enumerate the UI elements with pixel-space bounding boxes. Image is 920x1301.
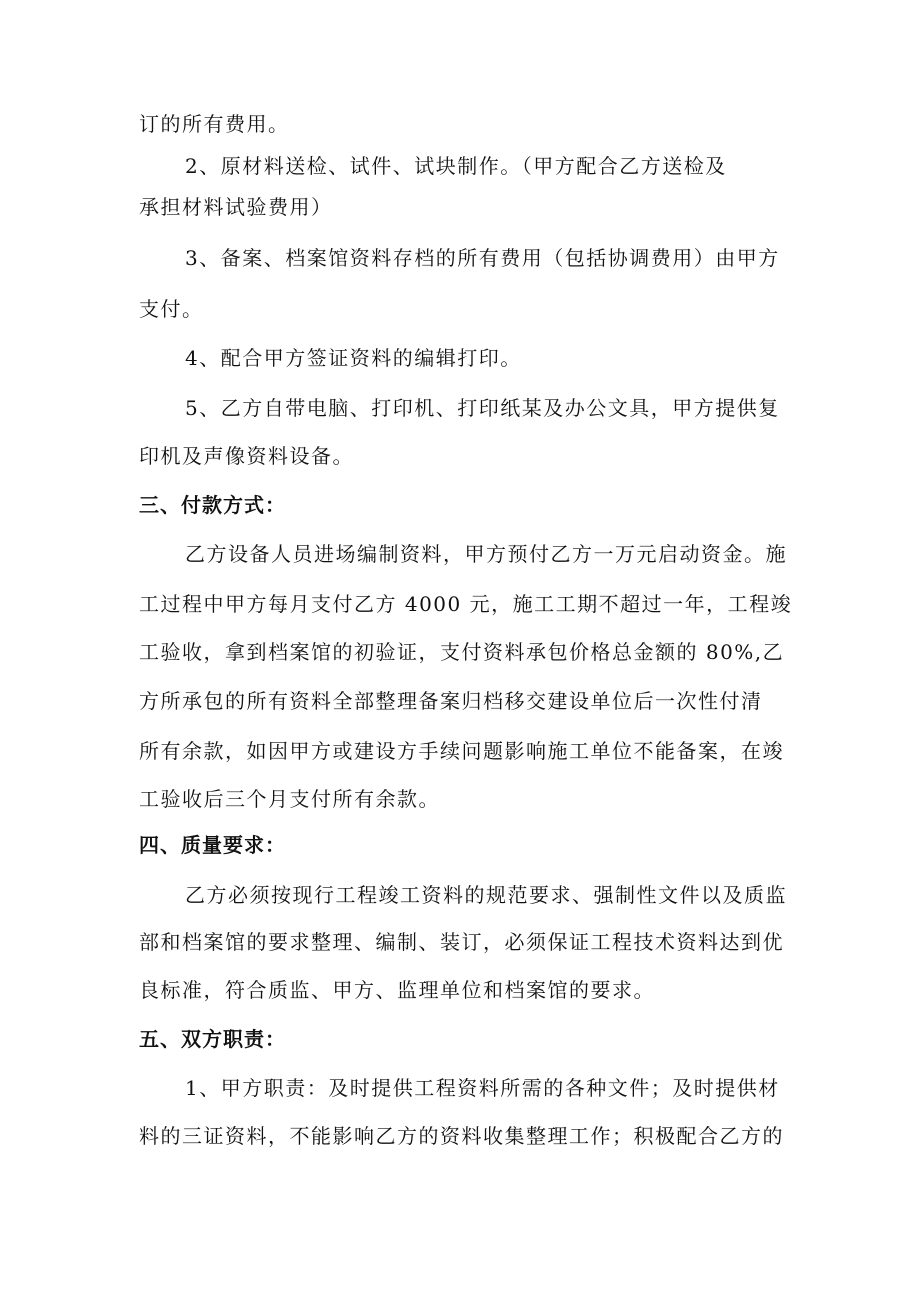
text-line: 5、乙方自带电脑、打印机、打印纸某及办公文具，甲方提供复 <box>185 396 780 420</box>
text-line: 乙方必须按现行工程竣工资料的规范要求、强制性文件以及质监 <box>185 883 787 907</box>
text-line: 2、原材料送检、试件、试块制作。（甲方配合乙方送检及 <box>185 154 727 178</box>
text-line: 3、备案、档案馆资料存档的所有费用（包括协调费用）由甲方 <box>185 246 780 270</box>
text-line: 料的三证资料，不能影响乙方的资料收集整理工作；积极配合乙方的 <box>139 1124 784 1148</box>
text-line: 方所承包的所有资料全部整理备案归档移交建设单位后一次性付清 <box>139 689 763 713</box>
text-line: 1、甲方职责：及时提供工程资料所需的各种文件；及时提供材 <box>185 1076 780 1100</box>
text-line: 4、配合甲方签证资料的编辑打印。 <box>185 346 522 370</box>
text-line: 订的所有费用。 <box>139 112 290 136</box>
text-line: 支付。 <box>139 297 204 321</box>
section-heading-duties: 五、双方职责： <box>139 1027 286 1051</box>
section-heading-payment: 三、付款方式： <box>139 493 286 517</box>
text-line: 承担材料试验费用） <box>139 195 333 219</box>
section-heading-quality: 四、质量要求： <box>139 833 286 857</box>
text-line: 工验收后三个月支付所有余款。 <box>139 787 440 811</box>
text-line: 工验收，拿到档案馆的初验证，支付资料承包价格总金额的 80%,乙 <box>139 640 785 664</box>
text-line: 所有余款，如因甲方或建设方手续问题影响施工单位不能备案，在竣 <box>139 739 784 763</box>
text-line: 工过程中甲方每月支付乙方 4000 元，施工工期不超过一年，工程竣 <box>139 592 793 616</box>
text-line: 乙方设备人员进场编制资料，甲方预付乙方一万元启动资金。施 <box>185 542 787 566</box>
text-line: 良标准，符合质监、甲方、监理单位和档案馆的要求。 <box>139 978 655 1002</box>
text-line: 印机及声像资料设备。 <box>139 444 354 468</box>
text-line: 部和档案馆的要求整理、编制、装订，必须保证工程技术资料达到优 <box>139 930 784 954</box>
